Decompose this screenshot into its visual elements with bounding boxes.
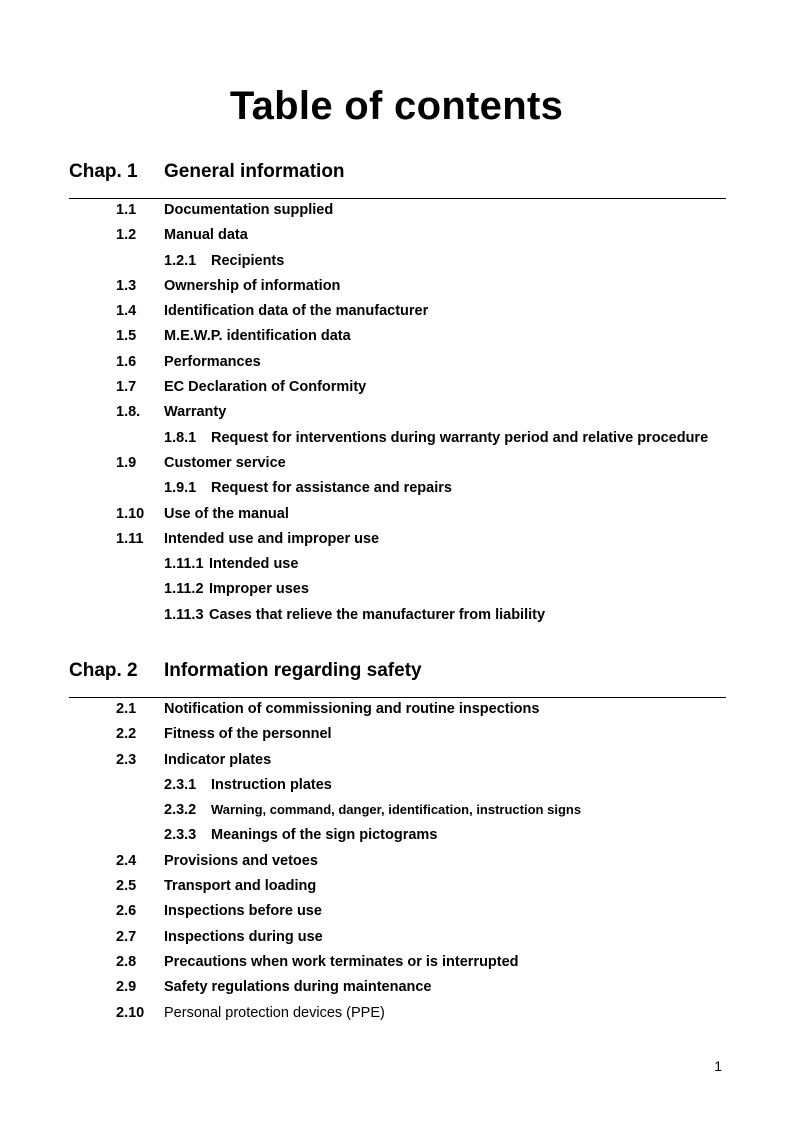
subsection-title: Recipients xyxy=(211,252,285,269)
toc-entry[interactable] xyxy=(69,530,726,555)
section-number: 2.10 xyxy=(116,1004,145,1021)
toc-subentry[interactable] xyxy=(69,606,726,631)
section-title: Performances xyxy=(164,353,261,370)
subsection-title: Meanings of the sign pictograms xyxy=(211,827,438,844)
section-title: Personal protection devices (PPE) xyxy=(164,1004,385,1021)
section-title: Precautions when work terminates or is interrupted xyxy=(164,953,519,970)
section-title: Intended use and improper use xyxy=(164,530,380,547)
subsection-title: Request for assistance and repairs xyxy=(211,480,452,497)
toc-subentry[interactable] xyxy=(69,801,726,826)
toc-subentry[interactable] xyxy=(69,580,726,605)
toc-entry[interactable] xyxy=(69,505,726,530)
subsection-title: Request for interventions during warranty period and relative procedure xyxy=(211,429,709,446)
section-number: 2.4 xyxy=(116,852,137,869)
section-title: EC Declaration of Conformity xyxy=(164,379,367,396)
toc-entry[interactable] xyxy=(69,454,726,479)
section-number: 1.7 xyxy=(116,379,137,396)
toc-entry[interactable] xyxy=(69,978,726,1003)
chapter-1 xyxy=(69,160,726,631)
toc-entry[interactable] xyxy=(69,725,726,750)
toc-entry[interactable] xyxy=(69,378,726,403)
section-number: 1.1 xyxy=(116,202,137,218)
page-title: Table of contents xyxy=(229,84,564,128)
toc-entry[interactable] xyxy=(69,277,726,302)
section-number: 1.3 xyxy=(116,277,137,294)
section-number: 1.5 xyxy=(116,328,137,345)
section-number: 2.6 xyxy=(116,903,137,920)
chapter-heading xyxy=(69,659,726,698)
section-title: Identification data of the manufacturer xyxy=(164,303,429,320)
section-number: 1.2 xyxy=(116,227,137,244)
section-title: Inspections during use xyxy=(164,928,323,945)
subsection-number: 1.11.2 xyxy=(164,581,204,598)
section-number: 2.3 xyxy=(116,751,137,768)
section-title: Safety regulations during maintenance xyxy=(164,979,432,996)
toc-entry[interactable] xyxy=(69,928,726,953)
section-number: 2.1 xyxy=(116,701,137,717)
toc-entry[interactable] xyxy=(69,877,726,902)
chapter-title: General information xyxy=(164,161,345,182)
subsection-title: Instruction plates xyxy=(211,776,332,793)
toc-subentry[interactable] xyxy=(69,826,726,851)
page-number: 1 xyxy=(714,1058,722,1074)
toc-subentry[interactable] xyxy=(69,252,726,277)
toc-entry[interactable] xyxy=(69,852,726,877)
section-title: Inspections before use xyxy=(164,903,322,920)
toc-entry[interactable] xyxy=(69,201,726,226)
subsection-number: 1.8.1 xyxy=(164,429,197,446)
section-title: Use of the manual xyxy=(164,505,289,522)
section-number: 2.2 xyxy=(116,726,137,743)
toc-entry-list xyxy=(69,199,726,631)
section-number: 2.8 xyxy=(116,953,137,970)
toc-subentry[interactable] xyxy=(69,776,726,801)
section-title: M.E.W.P. identification data xyxy=(164,328,351,345)
toc-subentry[interactable] xyxy=(69,429,726,454)
subsection-number: 1.2.1 xyxy=(164,252,197,269)
toc-entry[interactable] xyxy=(69,1004,726,1029)
subsection-title: Intended use xyxy=(209,556,299,573)
chapter-title: Information regarding safety xyxy=(164,660,422,681)
section-title: Warranty xyxy=(164,404,227,421)
toc-subentry[interactable] xyxy=(69,479,726,504)
toc-entry[interactable] xyxy=(69,403,726,428)
section-title: Provisions and vetoes xyxy=(164,852,318,869)
toc-entry[interactable] xyxy=(69,953,726,978)
chapter-label: Chap. 2 xyxy=(69,660,138,681)
toc-entry[interactable] xyxy=(69,226,726,251)
section-title: Indicator plates xyxy=(164,751,272,768)
section-number: 1.10 xyxy=(116,505,145,522)
toc-entry-list xyxy=(69,698,726,1029)
section-number: 1.11 xyxy=(116,530,144,547)
section-number: 1.4 xyxy=(116,303,137,320)
section-number: 2.9 xyxy=(116,979,137,996)
subsection-number: 2.3.2 xyxy=(164,802,197,819)
chapter-heading xyxy=(69,160,726,199)
chapter-label: Chap. 1 xyxy=(69,161,138,182)
section-title: Fitness of the personnel xyxy=(164,726,332,743)
section-title: Ownership of information xyxy=(164,277,341,294)
subsection-number: 2.3.3 xyxy=(164,827,197,844)
toc-entry[interactable] xyxy=(69,902,726,927)
section-title: Notification of commissioning and routine inspections xyxy=(164,701,540,717)
section-number: 1.8. xyxy=(116,404,141,421)
subsection-title: Cases that relieve the manufacturer from liability xyxy=(209,606,546,623)
section-title: Transport and loading xyxy=(164,878,317,895)
toc-entry[interactable] xyxy=(69,700,726,725)
subsection-title: Improper uses xyxy=(209,581,309,598)
toc-entry[interactable] xyxy=(69,353,726,378)
section-title: Manual data xyxy=(164,227,248,244)
chapter-2 xyxy=(69,659,726,1029)
section-title: Documentation supplied xyxy=(164,202,334,218)
subsection-number: 1.11.3 xyxy=(164,606,204,623)
section-number: 2.7 xyxy=(116,928,137,945)
toc-entry[interactable] xyxy=(69,327,726,352)
subsection-number: 1.11.1 xyxy=(164,556,204,573)
subsection-number: 1.9.1 xyxy=(164,480,197,497)
toc-entry[interactable] xyxy=(69,751,726,776)
section-number: 1.6 xyxy=(116,353,137,370)
toc-subentry[interactable] xyxy=(69,555,726,580)
section-number: 2.5 xyxy=(116,878,137,895)
subsection-title: Warning, command, danger, identification, instruction signs xyxy=(211,802,582,818)
section-title: Customer service xyxy=(164,454,286,471)
subsection-number: 2.3.1 xyxy=(164,776,197,793)
toc-entry[interactable] xyxy=(69,302,726,327)
section-number: 1.9 xyxy=(116,454,137,471)
